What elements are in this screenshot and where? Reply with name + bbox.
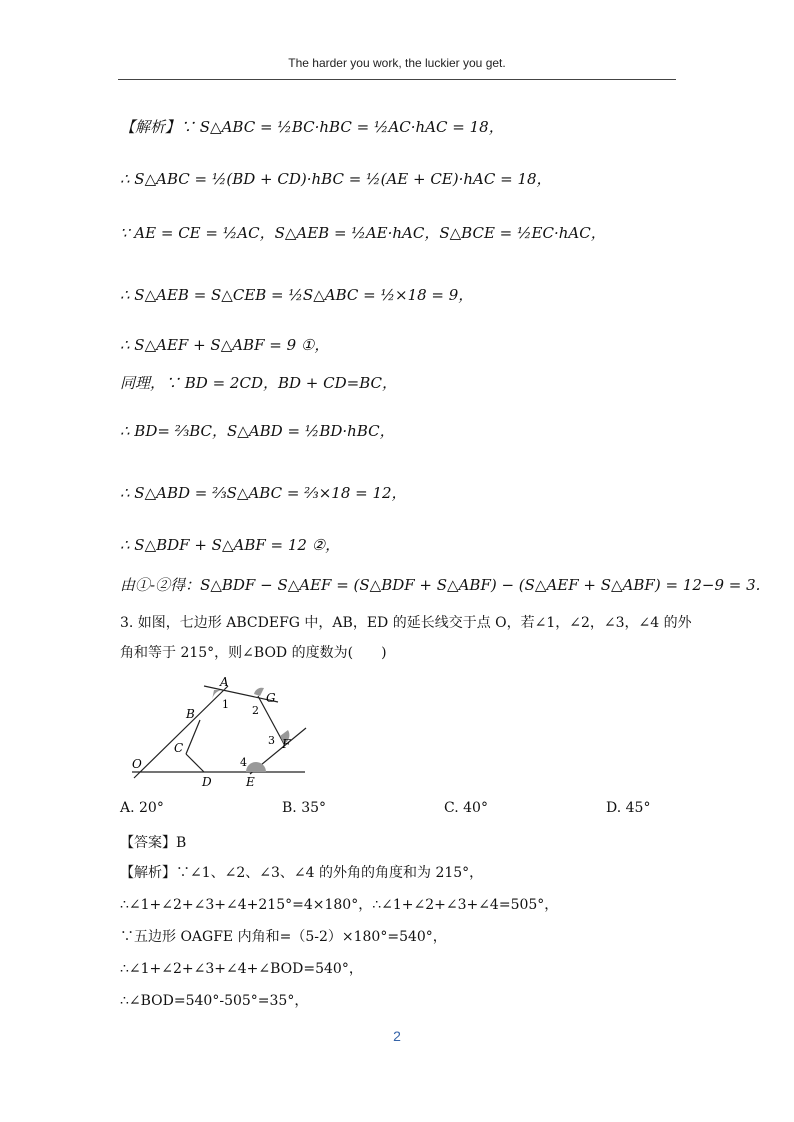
problem-text-line-2: 角和等于 215°，则∠BOD 的度数为( ) [120, 645, 387, 661]
label-a: A [220, 675, 229, 689]
analysis-line-3: ∵五边形 OAGFE 内角和=（5-2）×180°=540°， [120, 929, 447, 945]
option-c [444, 800, 488, 816]
option-a [120, 800, 164, 816]
angle-label-4: 4 [240, 756, 247, 769]
option-b-letter: B. [282, 800, 297, 816]
solution-line-2: ∴ S△ABC = ½(BD + CD)·hBC = ½(AE + CE)·hAC = 18， [120, 170, 552, 188]
analysis-line-4: ∴∠1+∠2+∠3+∠4+∠BOD=540°， [120, 961, 363, 977]
label-o: O [132, 757, 142, 771]
angle-label-3: 3 [268, 734, 275, 747]
header-divider [118, 79, 676, 80]
page-header: The harder you work, the luckier you get. [288, 56, 506, 70]
option-b [282, 800, 326, 816]
analysis-line-1: 【解析】∵∠1、∠2、∠3、∠4 的外角的角度和为 215°， [120, 865, 484, 881]
angle-2-arc [254, 688, 264, 696]
analysis-line-2: ∴∠1+∠2+∠3+∠4+215°=4×180°，∴∠1+∠2+∠3+∠4=505°， [120, 897, 559, 913]
analysis-line-5: ∴∠BOD=540°-505°=35°， [120, 993, 309, 1009]
label-g: G [266, 691, 276, 705]
solution-line-7: ∴ BD= ⅔BC，S△ABD = ½BD·hBC， [120, 422, 395, 440]
solution-line-10: 由①-②得：S△BDF − S△AEF = (S△BDF + S△ABF) − (S△AEF + S△ABF) = 12−9 = 3. [120, 576, 761, 594]
solution-line-1: 【解析】∵ S△ABC = ½BC·hBC = ½AC·hAC = 18， [120, 118, 504, 136]
label-c: C [174, 741, 184, 755]
label-d: D [202, 775, 212, 789]
angle-label-2: 2 [252, 704, 259, 717]
option-c-value: 40° [463, 800, 488, 816]
solution-line-8: ∴ S△ABD = ⅔S△ABC = ⅔×18 = 12， [120, 484, 407, 502]
label-e: E [246, 775, 255, 789]
option-d-letter: D. [606, 800, 622, 816]
label-b: B [186, 707, 195, 721]
solution-line-9: ∴ S△BDF + S△ABF = 12 ②， [120, 536, 341, 554]
option-d [606, 800, 650, 816]
option-a-letter: A. [120, 800, 135, 816]
label-f: F [282, 737, 291, 751]
angle-label-1: 1 [222, 698, 229, 711]
solution-line-4: ∴ S△AEB = S△CEB = ½S△ABC = ½×18 = 9， [120, 286, 474, 304]
heptagon-figure [120, 672, 320, 792]
option-c-letter: C. [444, 800, 459, 816]
line-oa [134, 686, 228, 778]
solution-line-5: ∴ S△AEF + S△ABF = 9 ①， [120, 336, 330, 354]
answer-line: 【答案】B [120, 835, 187, 851]
option-b-value: 35° [301, 800, 327, 816]
page-number: 2 [393, 1028, 401, 1044]
option-d-value: 45° [625, 800, 651, 816]
segment-cd [186, 754, 204, 772]
solution-line-6: 同理，∵ BD = 2CD，BD + CD=BC， [120, 374, 397, 392]
option-a-value: 20° [139, 800, 164, 816]
solution-line-3: ∵ AE = CE = ½AC，S△AEB = ½AE·hAC，S△BCE = ½EC·hAC， [120, 224, 606, 242]
problem-text-line-1: 3. 如图，七边形 ABCDEFG 中，AB，ED 的延长线交于点 O，若∠1，∠2，∠3，∠4 的外 [120, 615, 692, 631]
